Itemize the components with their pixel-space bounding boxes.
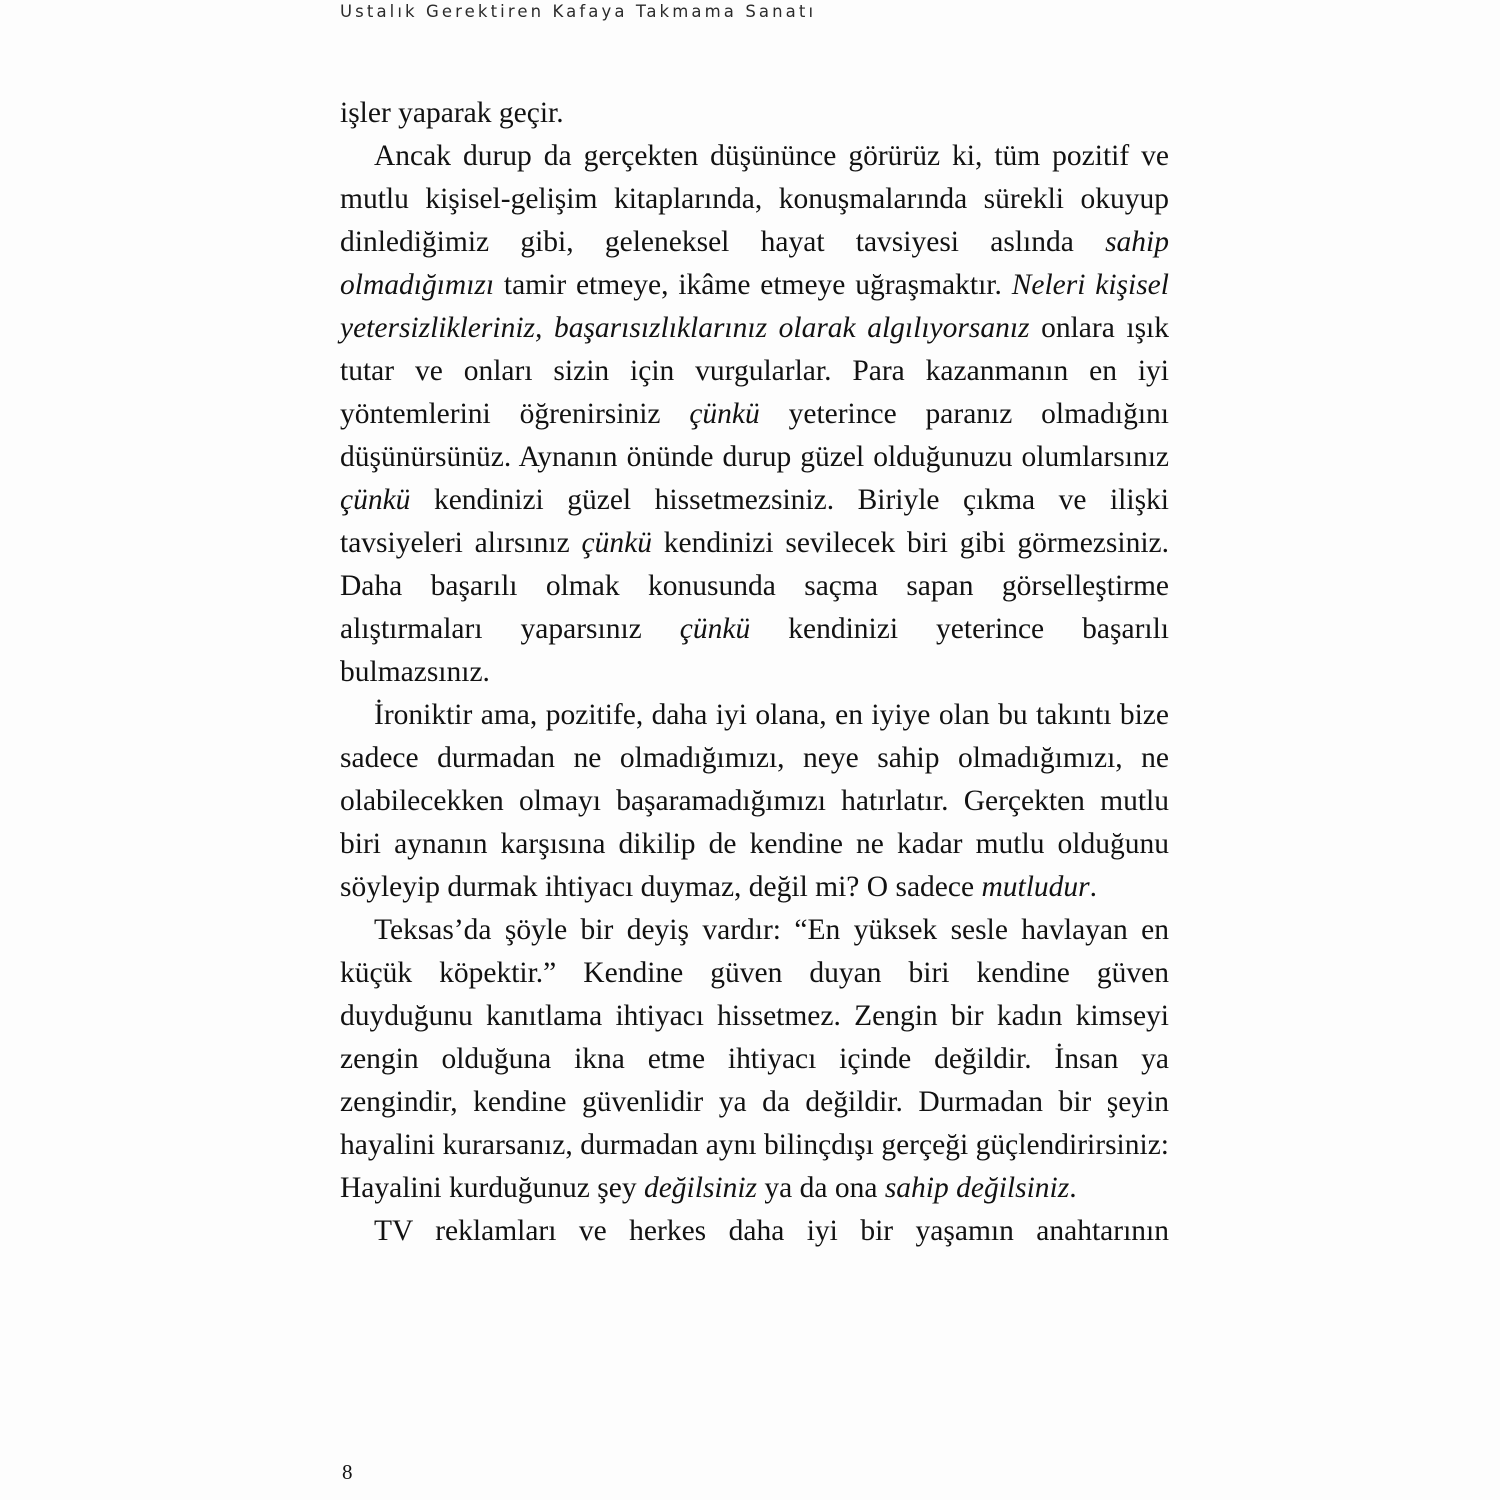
emphasis-text: çünkü: [581, 527, 652, 559]
running-head: Ustalık Gerektiren Kafaya Takmama Sanatı: [340, 2, 817, 21]
emphasis-text: çünkü: [340, 484, 411, 516]
paragraph-p5: TV reklamları ve herkes daha iyi bir yaşamın anahtarının: [374, 1215, 1169, 1247]
paragraph-p1: işler yaparak geçir.: [340, 97, 564, 129]
emphasis-text: sahip olmadığımızı: [340, 226, 1169, 301]
page-number: 8: [342, 1460, 353, 1484]
paragraph-p4: Teksas’da şöyle bir deyiş vardır: “En yüksek sesle havlayan en küçük köpektir.” Kendine güven duyan biri kendine güven duyduğunu kanıtlama ihtiyacı hissetmez. Zengin bir kadın kimseyi zengin olduğuna ikna etme ihtiyacı içinde değildir. İnsan ya zengindir, kendine güvenlidir ya da değildir. Durmadan bir şeyin hayalini kurarsanız, durmadan aynı bilinçdışı gerçeği güçlendirirsiniz: Hayalini kurduğunuz şey değilsiniz ya da ona sahip değilsiniz.: [340, 914, 1169, 1204]
paragraph-p2: Ancak durup da gerçekten düşününce görürüz ki, tüm pozitif ve mutlu kişisel-gelişim kitaplarında, konuşmalarında sürekli okuyup dinlediğimiz gibi, geleneksel hayat tavsiyesi aslında sahip olmadığımızı tamir etmeye, ikâme etmeye uğraşmaktır. Neleri kişisel yetersizlikleriniz, başarısızlıklarınız olarak algılıyorsanız onlara ışık tutar ve onları sizin için vurgularlar. Para kazanmanın en iyi yöntemlerini öğrenirsiniz çünkü yeterince paranız olmadığını düşünürsünüz. Aynanın önünde durup güzel olduğunuzu olumlarsınız çünkü kendinizi güzel hissetmezsiniz. Biriyle çıkma ve ilişki tavsiyeleri alırsınız çünkü kendinizi sevilecek biri gibi görmezsiniz. Daha başarılı olmak konusunda saçma sapan görselleştirme alıştırmaları yaparsınız çünkü kendinizi yeterince başarılı bulmazsınız.: [340, 140, 1169, 688]
emphasis-text: çünkü: [679, 613, 751, 645]
emphasis-text: Neleri kişisel yetersizlikleriniz, başarısızlıklarınız olarak algılıyorsanız: [340, 269, 1169, 344]
emphasis-text: mutludur: [981, 871, 1090, 903]
emphasis-text: değilsiniz: [643, 1172, 758, 1204]
paragraph-p3: İroniktir ama, pozitife, daha iyi olana, en iyiye olan bu takıntı bize sadece durmadan ne olmadığımızı, neye sahip olmadığımızı, ne olabilecekken olmayı başaramadığımızı hatırlatır. Gerçekten mutlu biri aynanın karşısına dikilip de kendine ne kadar mutlu olduğunu söyleyip durmak ihtiyacı duymaz, değil mi? O sadece mutludur.: [340, 699, 1169, 903]
emphasis-text: çünkü: [689, 398, 760, 430]
emphasis-text: sahip değilsiniz: [884, 1172, 1070, 1204]
body-text-block: [340, 92, 1169, 1296]
